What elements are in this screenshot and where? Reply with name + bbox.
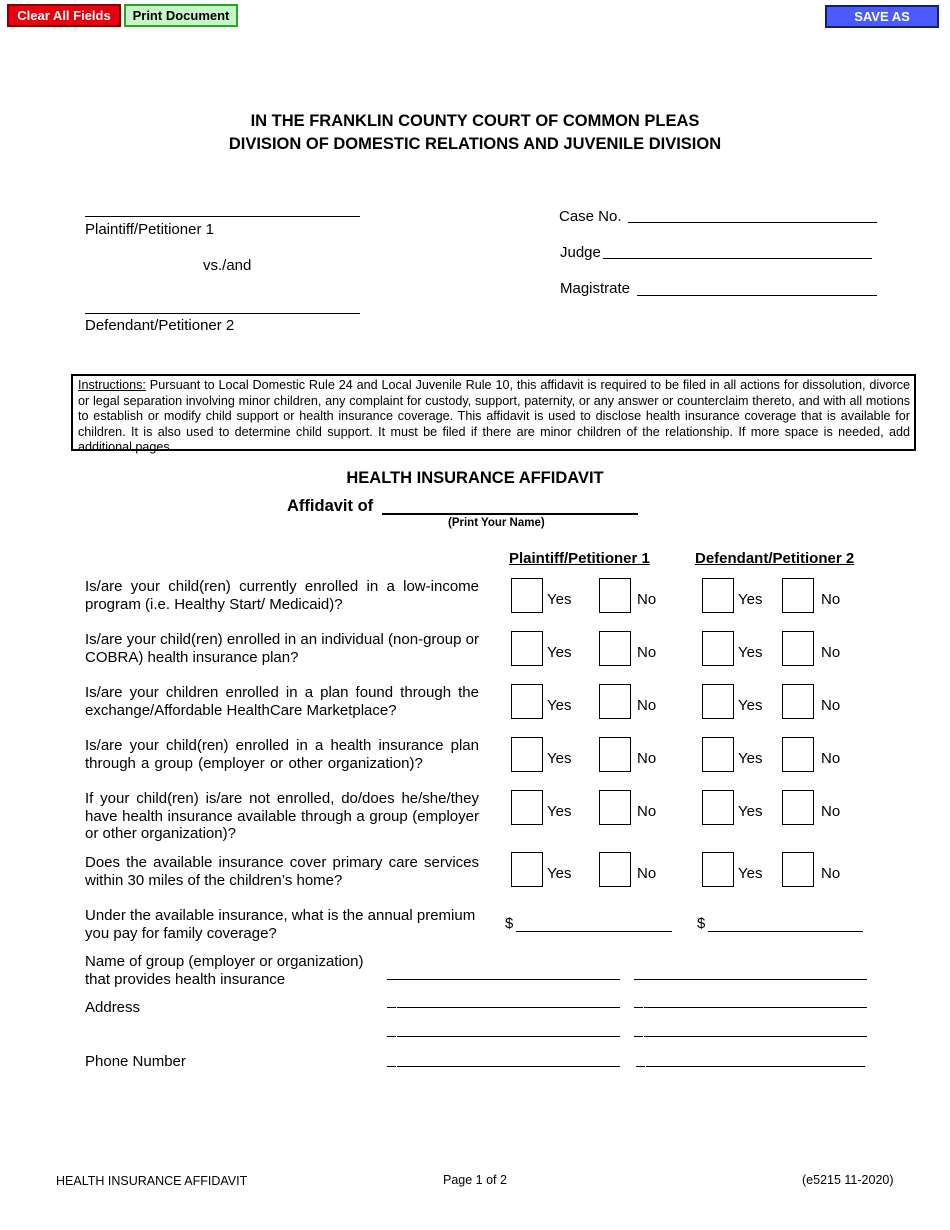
question-2: Is/are your child(ren) enrolled in an individual (non-group or COBRA) health insurance plan? [85, 631, 479, 666]
q5-p2-yes-checkbox[interactable] [702, 790, 734, 825]
q6-p1-yes-checkbox[interactable] [511, 852, 543, 887]
q6-p1-no-checkbox[interactable] [599, 852, 631, 887]
judge-label: Judge [560, 244, 601, 261]
q2-p2-no-checkbox[interactable] [782, 631, 814, 666]
group-name-p2-field[interactable] [634, 979, 867, 980]
phone-p1-lead [387, 1066, 396, 1067]
yes-label: Yes [547, 803, 572, 820]
no-label: No [821, 591, 841, 608]
address-line2-p2-field[interactable] [644, 1036, 867, 1037]
yes-label: Yes [738, 697, 763, 714]
plaintiff-name-field[interactable] [85, 216, 360, 217]
yes-label: Yes [547, 644, 572, 661]
yes-label: Yes [738, 865, 763, 882]
no-label: No [637, 865, 657, 882]
case-no-label: Case No. [559, 208, 622, 225]
instructions-body: Pursuant to Local Domestic Rule 24 and Local Juvenile Rule 10, this affidavit is required to be filed in all actions for dissolution, divorce or legal separation involving minor children, any complaint for custody, support, paternity, or any answer or counterclaim thereto, and with all motions to establish or modify child support or health insurance coverage. This affidavit is used to disclose health insurance coverage that is available for children. It is also used to determine child support. It must be filed if there are minor children of the relationship. If more space is needed, add additional pages. [78, 378, 910, 454]
q1-p1-yes-checkbox[interactable] [511, 578, 543, 613]
premium-currency-p2: $ [697, 915, 706, 932]
yes-label: Yes [738, 591, 763, 608]
q3-p2-no-checkbox[interactable] [782, 684, 814, 719]
question-3: Is/are your children enrolled in a plan found through the exchange/Affordable HealthCare Marketplace? [85, 684, 479, 719]
instructions-heading: Instructions: [78, 378, 146, 392]
q2-p1-no-checkbox[interactable] [599, 631, 631, 666]
affiant-name-field[interactable] [382, 513, 638, 515]
phone-label: Phone Number [85, 1053, 186, 1070]
instructions-box [71, 374, 916, 454]
question-1: Is/are your child(ren) currently enrolled in a low-income program (i.e. Healthy Start/ Medicaid)? [85, 578, 479, 613]
address-line1-p1-field[interactable] [397, 1007, 620, 1008]
print-name-hint: (Print Your Name) [448, 517, 545, 529]
q2-p1-yes-checkbox[interactable] [511, 631, 543, 666]
q2-p2-yes-checkbox[interactable] [702, 631, 734, 666]
premium-question: Under the available insurance, what is the annual premium you pay for family coverage? [85, 907, 476, 942]
column-header-petitioner-2: Defendant/Petitioner 2 [695, 550, 855, 567]
footer-page-number: Page 1 of 2 [443, 1173, 507, 1187]
address-line2-p1-lead [387, 1036, 396, 1037]
yes-label: Yes [547, 591, 572, 608]
address-line1-p2-lead [634, 1007, 643, 1008]
no-label: No [637, 591, 657, 608]
q5-p2-no-checkbox[interactable] [782, 790, 814, 825]
q5-p1-no-checkbox[interactable] [599, 790, 631, 825]
footer-form-code: (e5215 11-2020) [802, 1173, 894, 1187]
phone-p2-lead [636, 1066, 645, 1067]
q6-p2-yes-checkbox[interactable] [702, 852, 734, 887]
premium-p1-field[interactable] [516, 931, 672, 932]
court-title-line2: DIVISION OF DOMESTIC RELATIONS AND JUVENILE DIVISION [228, 135, 722, 153]
no-label: No [637, 697, 657, 714]
yes-label: Yes [738, 750, 763, 767]
q4-p2-yes-checkbox[interactable] [702, 737, 734, 772]
vs-and-label: vs./and [203, 257, 252, 274]
address-line2-p2-lead [634, 1036, 643, 1037]
no-label: No [637, 644, 657, 661]
no-label: No [637, 803, 657, 820]
yes-label: Yes [738, 803, 763, 820]
group-name-label-line1: Name of group (employer or organization) [85, 953, 364, 970]
plaintiff-label: Plaintiff/Petitioner 1 [85, 221, 214, 238]
q1-p2-yes-checkbox[interactable] [702, 578, 734, 613]
no-label: No [637, 750, 657, 767]
judge-field[interactable] [603, 258, 872, 259]
defendant-name-field[interactable] [85, 313, 360, 314]
column-header-petitioner-1: Plaintiff/Petitioner 1 [509, 550, 650, 567]
phone-p1-field[interactable] [397, 1066, 620, 1067]
magistrate-field[interactable] [637, 295, 877, 296]
address-line1-p2-field[interactable] [644, 1007, 867, 1008]
yes-label: Yes [738, 644, 763, 661]
defendant-label: Defendant/Petitioner 2 [85, 317, 235, 334]
question-6: Does the available insurance cover primary care services within 30 miles of the children’s home? [85, 854, 479, 889]
q1-p1-no-checkbox[interactable] [599, 578, 631, 613]
save-as-button[interactable]: SAVE AS [825, 5, 939, 28]
affidavit-of-label: Affidavit of [287, 497, 374, 515]
question-5: If your child(ren) is/are not enrolled, do/does he/she/they have health insurance available through a group (employer or other organization)? [85, 790, 479, 842]
group-name-label-line2: that provides health insurance [85, 971, 286, 988]
q1-p2-no-checkbox[interactable] [782, 578, 814, 613]
no-label: No [821, 644, 841, 661]
no-label: No [821, 750, 841, 767]
q6-p2-no-checkbox[interactable] [782, 852, 814, 887]
q3-p1-yes-checkbox[interactable] [511, 684, 543, 719]
q4-p1-no-checkbox[interactable] [599, 737, 631, 772]
address-line1-p1-lead [387, 1007, 396, 1008]
premium-currency-p1: $ [505, 915, 514, 932]
q5-p1-yes-checkbox[interactable] [511, 790, 543, 825]
group-name-p1-field[interactable] [387, 979, 620, 980]
q4-p1-yes-checkbox[interactable] [511, 737, 543, 772]
q4-p2-no-checkbox[interactable] [782, 737, 814, 772]
address-line2-p1-field[interactable] [397, 1036, 620, 1037]
footer-form-name: HEALTH INSURANCE AFFIDAVIT [56, 1174, 248, 1188]
question-4: Is/are your child(ren) enrolled in a health insurance plan through a group (employer or other organization)? [85, 737, 479, 772]
affidavit-title: HEALTH INSURANCE AFFIDAVIT [346, 469, 604, 487]
no-label: No [821, 697, 841, 714]
case-no-field[interactable] [628, 222, 877, 223]
address-label: Address [85, 999, 141, 1016]
no-label: No [821, 865, 841, 882]
yes-label: Yes [547, 865, 572, 882]
q3-p2-yes-checkbox[interactable] [702, 684, 734, 719]
court-title-line1: IN THE FRANKLIN COUNTY COURT OF COMMON PLEAS [250, 112, 700, 130]
premium-p2-field[interactable] [708, 931, 863, 932]
phone-p2-field[interactable] [646, 1066, 865, 1067]
magistrate-label: Magistrate [560, 280, 631, 297]
print-document-button[interactable]: Print Document [124, 4, 238, 27]
q3-p1-no-checkbox[interactable] [599, 684, 631, 719]
yes-label: Yes [547, 697, 572, 714]
clear-all-fields-button[interactable]: Clear All Fields [7, 4, 121, 27]
no-label: No [821, 803, 841, 820]
yes-label: Yes [547, 750, 572, 767]
